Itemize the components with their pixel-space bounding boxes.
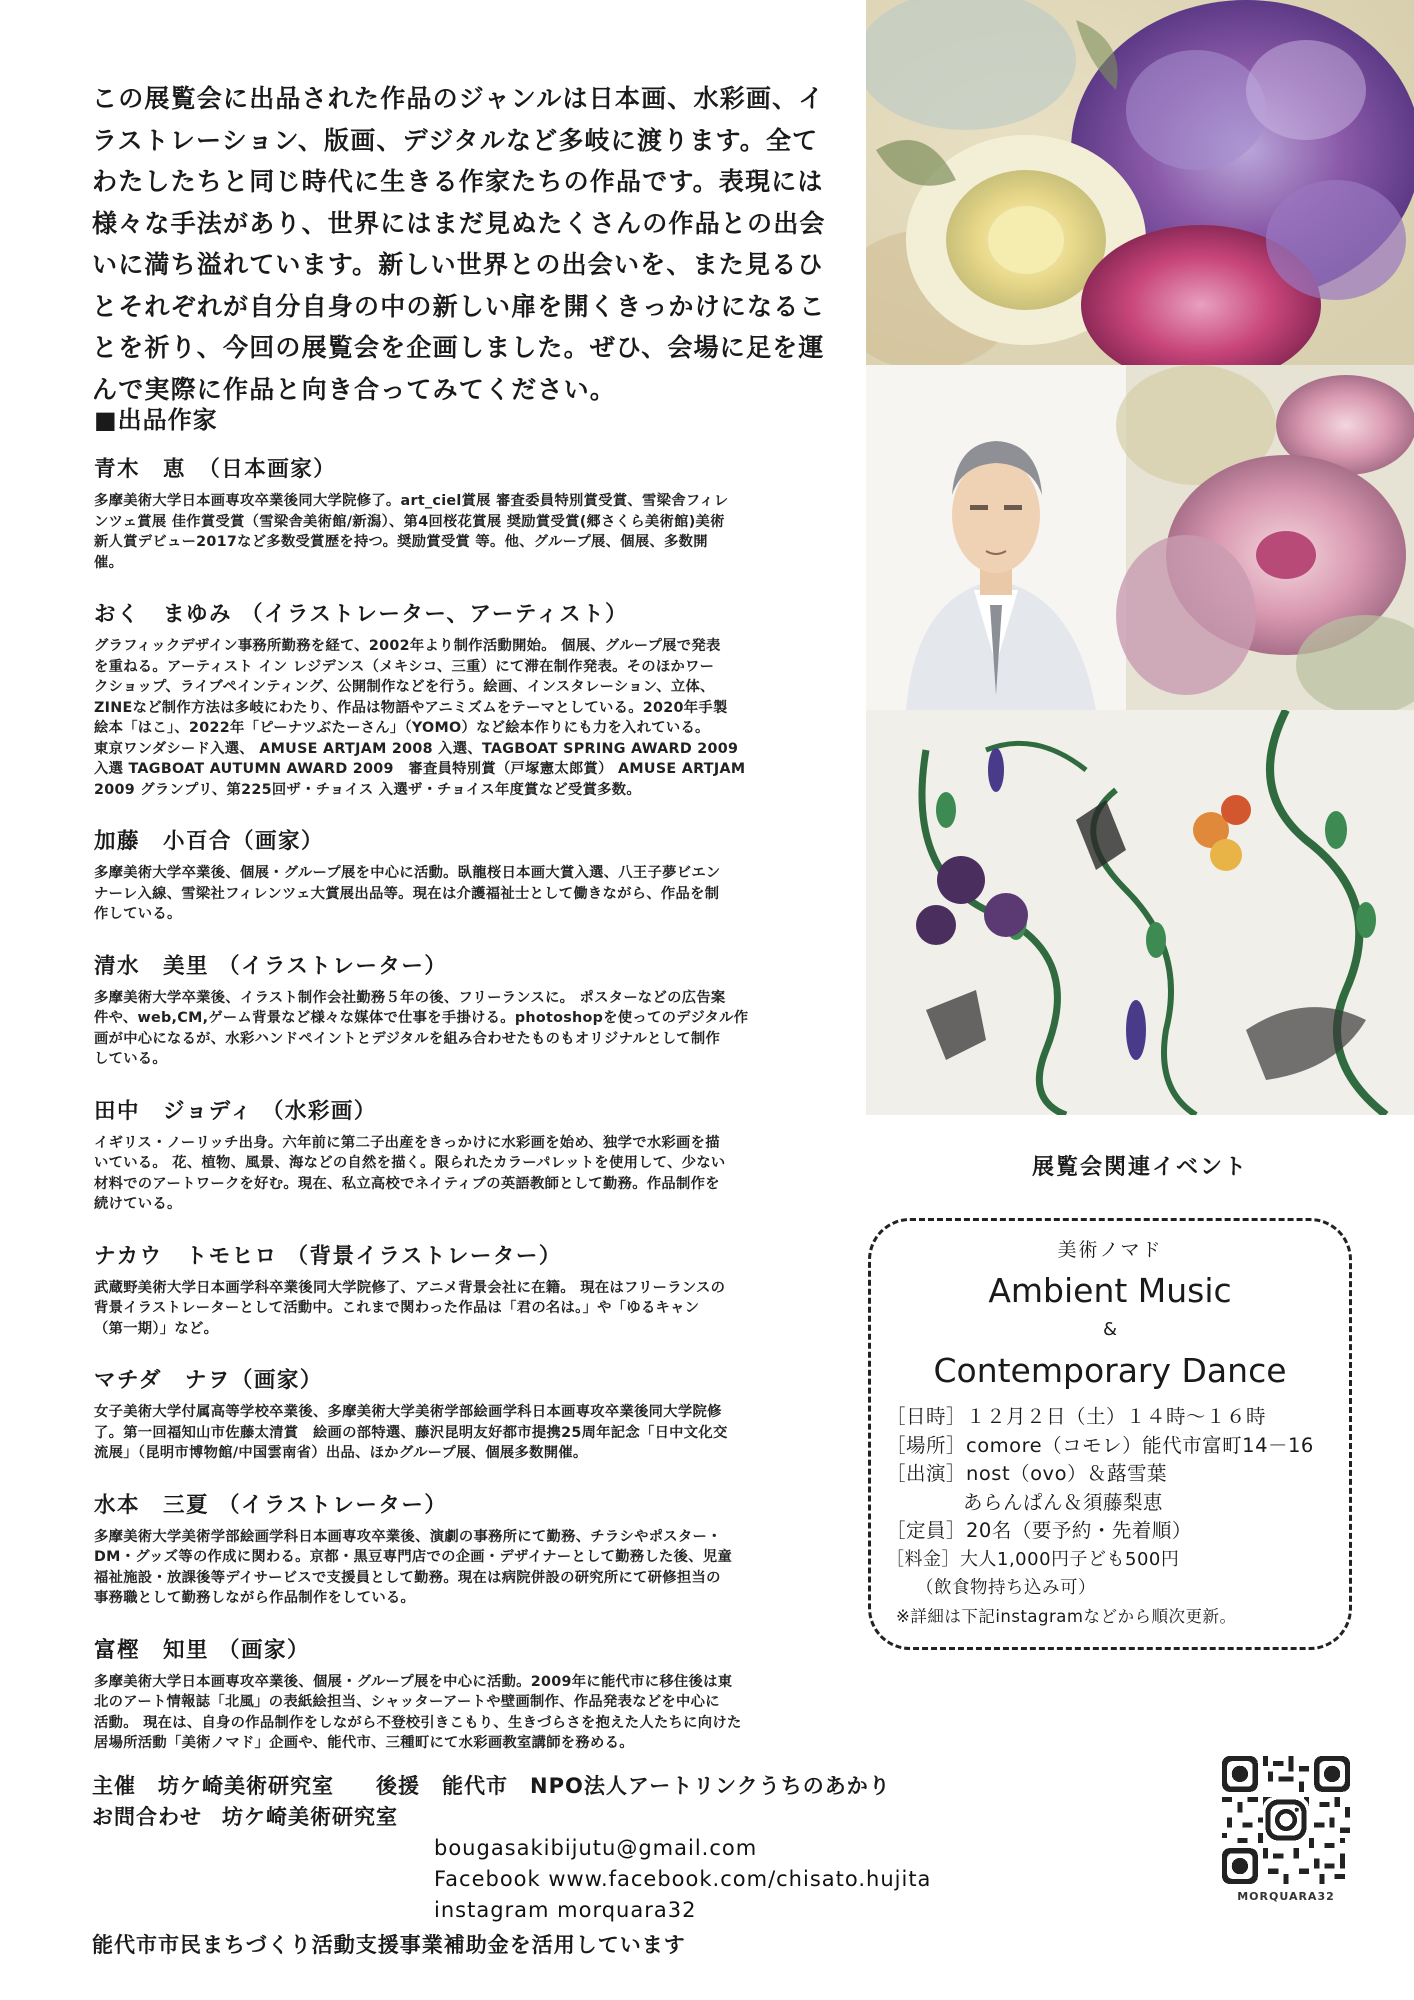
bio-line: 多摩美術大学卒業後、イラスト制作会社勤務５年の後、フリーランスに。 ポスターなどの広告案 (94, 989, 726, 1006)
botanical-vine-image (866, 710, 1414, 1115)
artist-entry (94, 1633, 824, 1754)
bio-line: 武蔵野美術大学日本画学科卒業後同大学院修了、アニメ背景会社に在籍。 現在はフリーランスの (94, 1279, 726, 1296)
event-performers-2: あらんぱん＆須藤梨恵 (963, 1490, 1164, 1514)
artist-entry (94, 1239, 824, 1340)
email-link[interactable]: bougasakibijutu@gmail.com (434, 1836, 758, 1860)
event-organizer: 美術ノマド (1057, 1239, 1163, 1261)
event-title-dance: Contemporary Dance (933, 1351, 1287, 1390)
bio-line: 材料でのアートワークを好む。現在、私立高校でネイティブの英語教師として勤務。作品制作を (94, 1175, 720, 1192)
bio-line: 北のアート情報誌「北風」の表紙絵担当、シャッターアートや壁画制作、作品発表などを中心に (94, 1694, 720, 1710)
contact-label: お問合わせ (92, 1805, 202, 1829)
event-place: ［場所］comore（コモレ）能代市富町14－16 (886, 1433, 1314, 1457)
event-capacity: ［定員］20名（要予約・先着順） (886, 1519, 1192, 1542)
bio-line: 了。第一回福知山市佐藤太清賞 絵画の部特選、藤沢昆明友好都市提携25周年記念「日中文化交 (94, 1424, 728, 1441)
qr-code-svg (1222, 1756, 1350, 1884)
facebook-link[interactable]: Facebook www.facebook.com/chisato.hujita (434, 1867, 932, 1891)
artist-bio (94, 1402, 824, 1464)
bio-line: 新人賞デビュー2017など多数受賞歴を持つ。奨励賞受賞 等。他、グループ展、個展、多数開 (94, 534, 708, 550)
bio-line: DM・グッズ等の作成に関わる。京都・黒豆専門店での企画・デザイナーとして勤務した後、児童 (94, 1549, 733, 1565)
contact-name: 坊ケ崎美術研究室 (222, 1805, 398, 1829)
event-title-ambient: Ambient Music (988, 1271, 1232, 1310)
artist-name: 加藤 小百合（画家） (94, 829, 325, 854)
bio-line: クショップ、ライブペインティング、公開制作などを行う。絵画、インスタレーション、立体、 (94, 679, 715, 695)
intro-line: この展覧会に出品された作品のジャンルは日本画、水彩画、イ (92, 84, 825, 113)
bio-line: イギリス・ノーリッチ出身。六年前に第二子出産をきっかけに水彩画を始め、独学で水彩画を描 (94, 1134, 720, 1151)
bio-line: 多摩美術大学日本画専攻卒業後、個展・グループ展を中心に活動。2009年に能代市に移住後は東 (94, 1673, 733, 1690)
intro-line: わたしたちと同じ時代に生きる作家たちの作品です。表現には (92, 167, 824, 196)
artist-bio (94, 1278, 824, 1340)
artist-entry (94, 1094, 824, 1215)
bio-line: 福祉施設・放課後等デイサービスで支援員として勤務。現在は病院併設の研究所にて研修担当の (94, 1569, 721, 1586)
host-label: 主催 (92, 1774, 136, 1798)
flower-painting-svg (866, 0, 1414, 365)
bio-line: 女子美術大学付属高等学校卒業後、多摩美術大学美術学部絵画学科日本画専攻卒業後同大学院修 (94, 1404, 722, 1420)
bio-line: 画が中心になるが、水彩ハンドペイントとデジタルを組み合わせたものもオリジナルとして制作 (94, 1030, 721, 1047)
artist-name: おく まゆみ （イラストレーター、アーティスト） (94, 602, 629, 627)
bio-line: 居場所活動「美術ノマド」企画や、能代市、三種町にて水彩画教室講師を務める。 (94, 1735, 634, 1751)
support-label: 後援 (376, 1774, 420, 1798)
event-box (868, 1218, 1352, 1650)
bio-line: している。 (94, 1051, 167, 1067)
botanical-vine-svg (866, 710, 1414, 1115)
support-name: 能代市 NPO法人アートリンクうちのあかり (442, 1774, 891, 1798)
bio-line: 絵本「はこ」、2022年「ピーナツぶたーさん」（YOMO）など絵本作りにも力を入れている。 (94, 720, 710, 736)
bio-line: 2009 グランプリ、第225回ザ・チョイス 入選ザ・チョイス年度賞など受賞多数。 (94, 781, 641, 798)
artist-bio (94, 988, 824, 1070)
artist-name: 富樫 知里 （画家） (94, 1637, 310, 1663)
qr-label: MORQUARA32 (1237, 1890, 1335, 1903)
artist-bio (94, 863, 824, 925)
bio-line: 多摩美術大学卒業後、個展・グループ展を中心に活動。臥龍桜日本画大賞入選、八王子夢ビエン (94, 865, 721, 881)
bio-line: 作している。 (94, 906, 182, 922)
portrait-peony-svg (866, 365, 1414, 710)
artist-name: 田中 ジョディ （水彩画） (94, 1098, 377, 1124)
event-update-note: ※詳細は下記instagramなどから順次更新。 (896, 1606, 1237, 1626)
subsidy-note: 能代市市民まちづくり活動支援事業補助金を活用しています (92, 1933, 686, 1957)
intro-line: いに満ち溢れています。新しい世界との出会いを、また見るひ (92, 250, 824, 279)
artist-bio (94, 1527, 824, 1609)
artist-list (94, 452, 824, 1778)
bio-line: 入選 TAGBOAT AUTUMN AWARD 2009 審査員特別賞（戸塚憲太郎賞） AMUSE ARTJAM (94, 761, 746, 777)
artist-entry (94, 824, 824, 925)
bio-line: 件や、web,CM,ゲーム背景など様々な媒体で仕事を手掛ける。photoshopを使ってのデジタル作 (94, 1010, 749, 1026)
bio-line: 活動。 現在は、自身の作品制作をしながら不登校引きこもり、生きづらさを抱えた人たちに向けた (94, 1714, 742, 1731)
event-date: ［日時］１２月２日（土）１４時〜１６時 (886, 1405, 1267, 1428)
artist-entry (94, 452, 824, 573)
bio-line: 事務職として勤務しながら作品制作をしている。 (94, 1590, 416, 1606)
event-fee: ［料金］大人1,000円子ども500円 (886, 1548, 1180, 1570)
qr-code[interactable] (1222, 1756, 1350, 1884)
bio-line: （第一期）」など。 (94, 1320, 219, 1337)
artist-entry (94, 949, 824, 1070)
contact-details (92, 1833, 992, 1926)
artist-bio (94, 636, 824, 800)
artist-name: ナカウ トモヒロ （背景イラストレーター） (94, 1243, 562, 1269)
intro-line: ラストレーション、版画、デジタルなど多岐に渡ります。全て (92, 125, 819, 155)
contact-row (92, 1802, 992, 1833)
bio-line: を重ねる。アーティスト イン レジデンス（メキシコ、三重）にて滞在制作発表。そのほかワー (94, 658, 715, 675)
bio-line: 流展」（昆明市博物館/中国雲南省）出品、ほかグループ展、個展多数開催。 (94, 1445, 588, 1461)
bio-line: ナーレ入線、雪梁社フィレンツェ大賞展出品等。現在は介護福祉士として働きながら、作品を制 (94, 885, 720, 902)
bio-line: グラフィックデザイン事務所勤務を経て、2002年より制作活動開始。 個展、グループ展で発表 (94, 638, 721, 654)
artist-bio (94, 1672, 824, 1754)
event-details (886, 1403, 1346, 1631)
artist-entry (94, 1363, 824, 1464)
instagram-link[interactable]: instagram morquara32 (434, 1898, 697, 1922)
bio-line: 続けている。 (94, 1196, 182, 1212)
intro-line: んで実際に作品と向き合ってみてください。 (92, 374, 617, 404)
artist-name: 水本 三夏 （イラストレーター） (94, 1492, 448, 1518)
event-ampersand: & (1102, 1319, 1118, 1340)
host-name: 坊ケ崎美術研究室 (158, 1774, 334, 1798)
artist-entry (94, 1488, 824, 1609)
bio-line: いている。 花、植物、風景、海などの自然を描く。限られたカラーパレットを使用して、少ない (94, 1155, 726, 1171)
artist-name: 青木 恵 （日本画家） (94, 457, 337, 482)
intro-line: とを祈り、今回の展覧会を企画しました。ぜひ、会場に足を運 (92, 333, 825, 362)
bio-line: 催。 (94, 554, 124, 571)
bio-line: ZINEなど制作方法は多岐にわたり、作品は物語やアニミズムをテーマとしている。2020年手製 (94, 699, 728, 716)
bio-line: 東京ワンダシード入選、 AMUSE ARTJAM 2008 入選、TAGBOAT SPRING AWARD 2009 (94, 740, 739, 757)
artist-name: 清水 美里 （イラストレーター） (94, 953, 448, 979)
intro-line: 様々な手法があり、世界にはまだ見ぬたくさんの作品との出会 (92, 208, 826, 238)
artists-heading: ■出品作家 (94, 406, 218, 434)
bio-line: 多摩美術大学美術学部絵画学科日本画専攻卒業後、演劇の事務所にて勤務、チラシやポスター・ (94, 1528, 722, 1545)
artist-bio (94, 1133, 824, 1215)
artist-entry (94, 597, 824, 800)
portrait-peony-image (866, 365, 1414, 710)
bio-line: ンツェ賞展 佳作賞受賞（雪梁舎美術館/新潟）、第4回桜花賞展 奨励賞受賞(郷さくら美術館)美術 (94, 513, 725, 530)
event-fee-note: （飲食物持ち込み可） (916, 1578, 1096, 1598)
footer (92, 1771, 992, 1961)
event-section-title: 展覧会関連イベント (1031, 1155, 1248, 1180)
bio-line: 背景イラストレーターとして活動中。これまで関わった作品は「君の名は。」や「ゆるキャン (94, 1300, 700, 1316)
artist-name: マチダ ナヲ（画家） (94, 1368, 323, 1393)
event-performers: ［出演］nost（ovo）＆蕗雪葉 (886, 1462, 1167, 1485)
intro-paragraph (92, 78, 852, 410)
host-row (92, 1771, 992, 1802)
artist-bio (94, 491, 824, 573)
bio-line: 多摩美術大学日本画専攻卒業後同大学院修了。art_ciel賞展 審査委員特別賞受賞、雪梁舎フィレ (94, 493, 729, 509)
flower-painting-image (866, 0, 1414, 365)
intro-line: とそれぞれが自分自身の中の新しい扉を開くきっかけになるこ (92, 291, 826, 321)
